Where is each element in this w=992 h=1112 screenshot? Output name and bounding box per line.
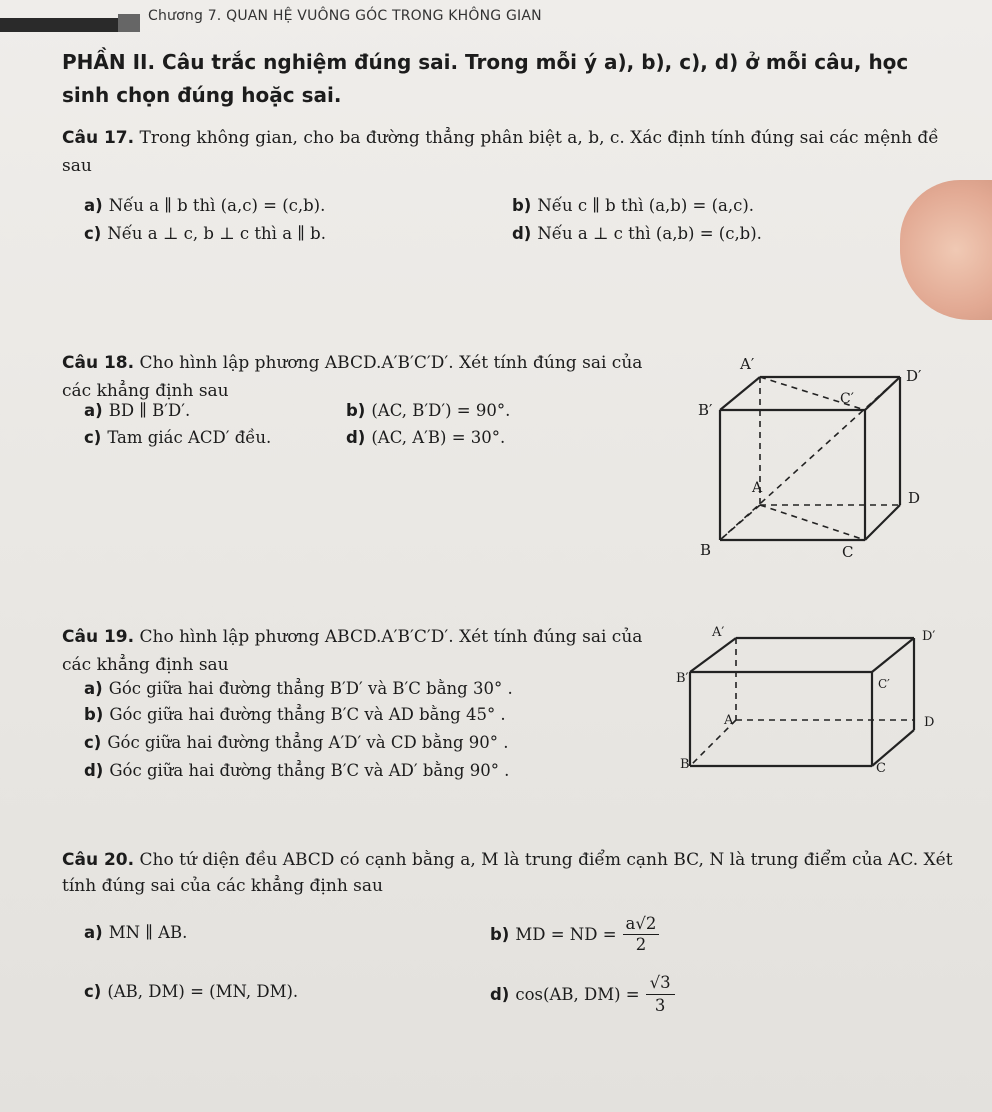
question-17-stem xyxy=(62,124,942,180)
question-19-label: Câu 19. xyxy=(62,627,135,647)
q19-label-A: A xyxy=(724,713,734,728)
q20-d-numerator: √3 xyxy=(646,972,675,995)
q19-label-C1: C′ xyxy=(878,677,890,691)
q18-label-A: A xyxy=(752,480,763,496)
q18-option-c: c) Tam giác ACD′ đều. xyxy=(84,428,272,447)
q19-option-d: d) Góc giữa hai đường thẳng B′C và AD′ bằng 90° . xyxy=(84,761,510,780)
q18-label-B1: B′ xyxy=(698,401,713,419)
question-18-label: Câu 18. xyxy=(62,353,135,373)
question-18-text: Cho hình lập phương ABCD.A′B′C′D′. Xét tính đúng sai của các khẳng định sau xyxy=(62,353,643,401)
q17-option-b: b) Nếu c ∥ b thì (a,b) = (a,c). xyxy=(512,196,755,215)
finger-image xyxy=(900,180,992,320)
q19-option-b: b) Góc giữa hai đường thẳng B′C và AD bằng 45° . xyxy=(84,705,506,724)
q19-cuboid-figure xyxy=(676,620,946,780)
question-20-stem xyxy=(62,847,962,899)
question-20-label: Câu 20. xyxy=(62,850,135,870)
q17-option-d: d) Nếu a ⊥ c thì (a,b) = (c,b). xyxy=(512,224,762,243)
q19-label-B1: B′ xyxy=(676,671,689,686)
q19-label-C: C xyxy=(876,761,886,776)
q18-option-a: a) BD ∥ B′D′. xyxy=(84,401,191,420)
q17-option-a: a) Nếu a ∥ b thì (a,c) = (c,b). xyxy=(84,196,326,215)
q19-option-c: c) Góc giữa hai đường thẳng A′D′ và CD bằng 90° . xyxy=(84,733,509,752)
question-19-text: Cho hình lập phương ABCD.A′B′C′D′. Xét tính đúng sai của các khẳng định sau xyxy=(62,627,643,675)
q18-label-C: C xyxy=(842,543,854,561)
q19-label-D1: D′ xyxy=(922,629,936,644)
chapter-title: Chương 7. QUAN HỆ VUÔNG GÓC TRONG KHÔNG GIAN xyxy=(148,8,542,24)
q19-label-B: B xyxy=(680,757,690,772)
question-17-label: Câu 17. xyxy=(62,128,135,148)
question-18-stem xyxy=(62,349,670,405)
q18-option-b: b) (AC, B′D′) = 90°. xyxy=(346,401,511,420)
q18-label-C1: C′ xyxy=(840,391,854,407)
q20-option-b: b) MD = ND = $\frac{a√2}{2}$ xyxy=(490,914,659,955)
question-20-text: Cho tứ diện đều ABCD có cạnh bằng a, M là trung điểm cạnh BC, N là trung điểm của AC. Xét tính đúng sai của các khẳng định sau xyxy=(62,850,953,896)
question-19-stem xyxy=(62,623,667,679)
q19-label-A1: A′ xyxy=(712,625,725,640)
q18-label-D: D xyxy=(908,489,921,507)
q17-option-c: c) Nếu a ⊥ c, b ⊥ c thì a ∥ b. xyxy=(84,224,326,243)
q19-option-a: a) Góc giữa hai đường thẳng B′D′ và B′C bằng 30° . xyxy=(84,679,513,698)
q18-label-B: B xyxy=(700,541,712,559)
q20-b-denominator: 2 xyxy=(635,935,647,954)
part-title: PHẦN II. Câu trắc nghiệm đúng sai. Trong mỗi ý a), b), c), d) ở mỗi câu, học sinh chọn đúng hoặc sai. xyxy=(62,50,909,107)
q20-b-numerator: a√2 xyxy=(623,914,660,935)
q20-option-c: c) (AB, DM) = (MN, DM). xyxy=(84,982,299,1001)
question-17-text: Trong không gian, cho ba đường thẳng phân biệt a, b, c. Xác định tính đúng sai các mệnh đề sau xyxy=(62,128,939,176)
q19-label-D: D xyxy=(924,715,935,730)
q18-label-A1: A′ xyxy=(740,355,755,373)
q18-cube-figure xyxy=(690,355,950,570)
q20-option-a: a) MN ∥ AB. xyxy=(84,923,188,942)
q18-label-D1: D′ xyxy=(906,367,922,385)
q20-option-d: d) cos(AB, DM) = $\frac{√3}{3}$ xyxy=(490,972,675,1017)
q18-option-d: d) (AC, A′B) = 30°. xyxy=(346,428,506,447)
q20-d-denominator: 3 xyxy=(654,996,666,1015)
